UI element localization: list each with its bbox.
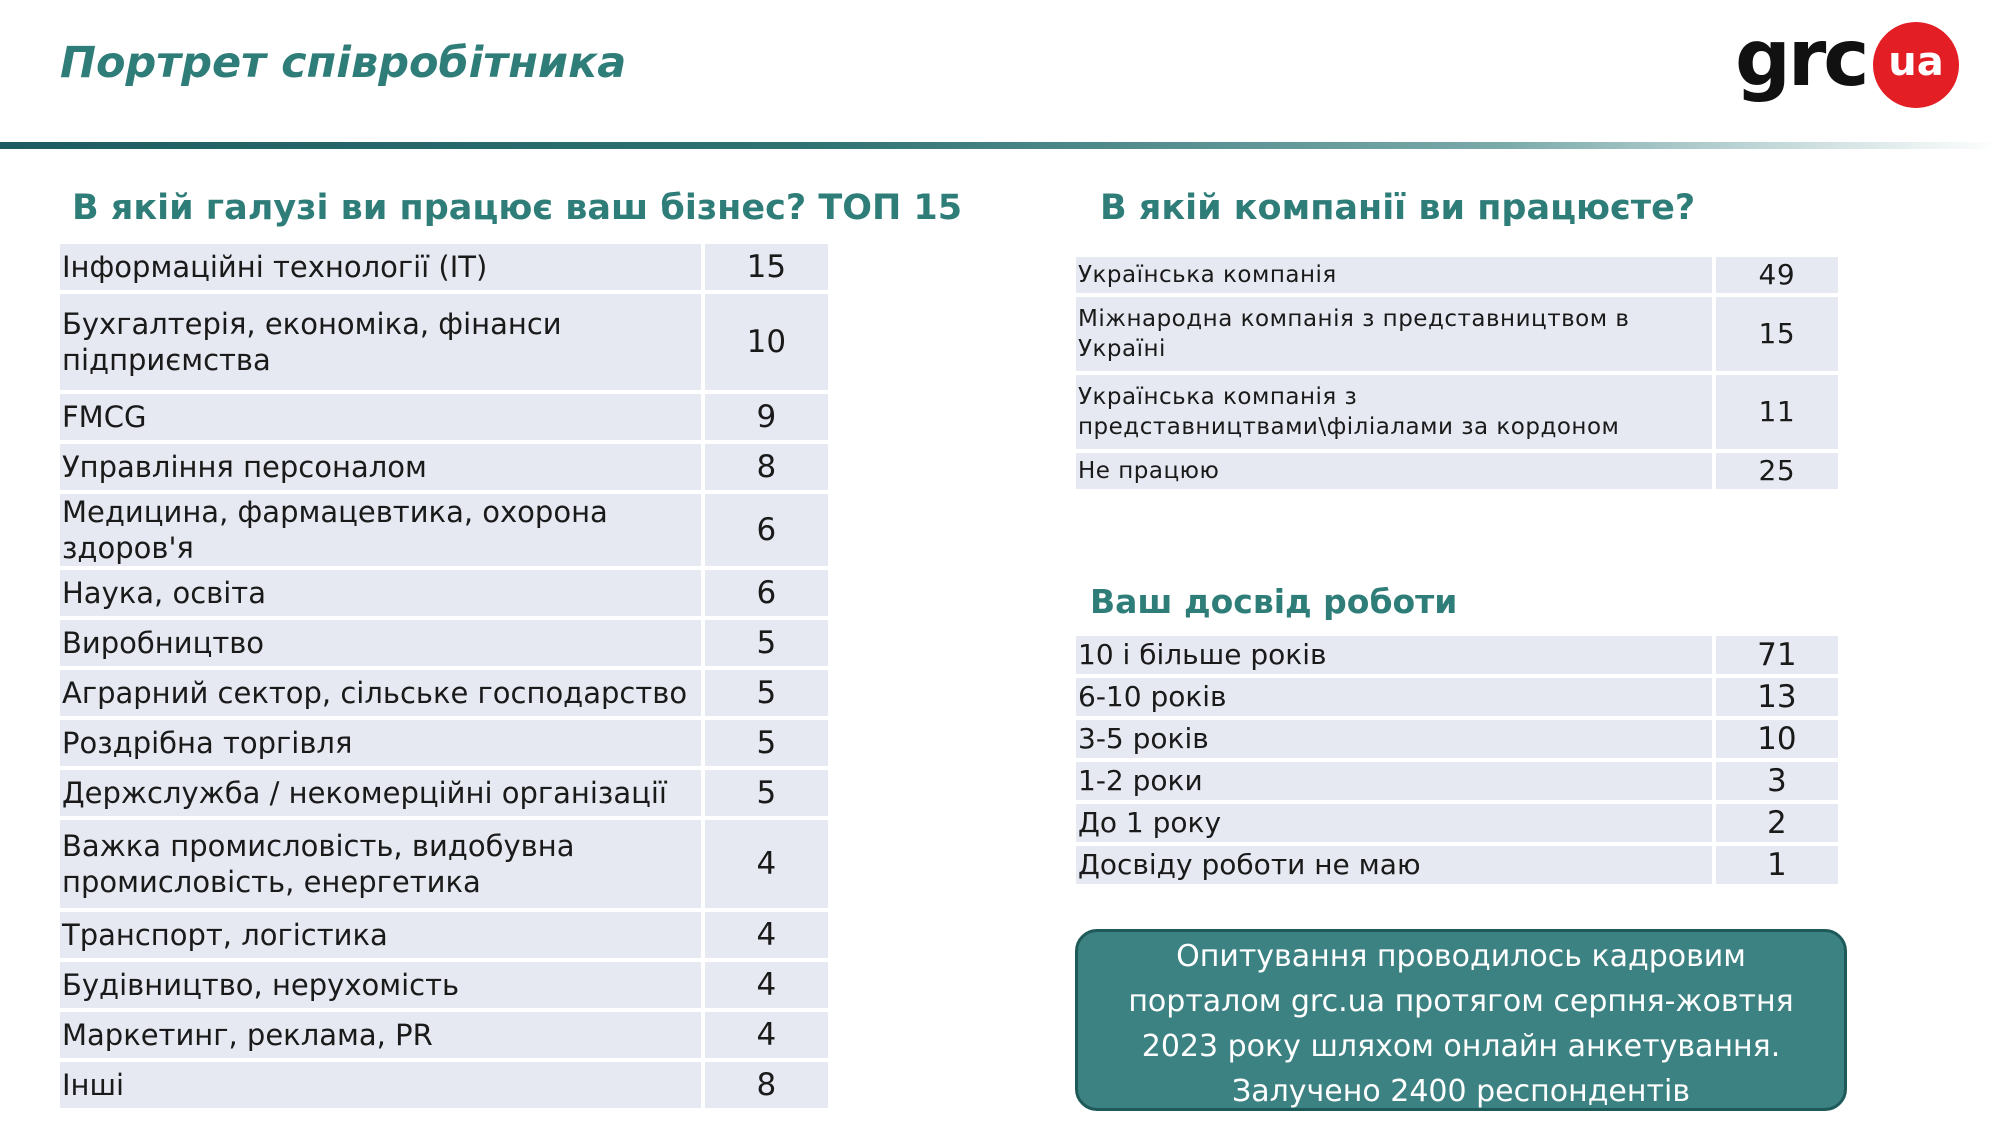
row-label: Українська компанія <box>1076 257 1712 293</box>
row-value: 5 <box>705 670 828 716</box>
table-row <box>1076 297 1838 371</box>
row-value: 8 <box>705 444 828 490</box>
row-value: 25 <box>1716 453 1838 489</box>
table-row <box>1076 846 1838 884</box>
logo-badge-text: ua <box>1888 39 1944 85</box>
row-label: Аграрний сектор, сільське господарство <box>60 670 701 716</box>
row-value: 9 <box>705 394 828 440</box>
note-line: Опитування проводилось кадровим <box>1176 939 1746 974</box>
row-label: Медицина, фармацевтика, охорона здоров'я <box>60 494 701 566</box>
table-row <box>60 494 828 566</box>
company-section-title: В якій компанії ви працюєте? <box>1100 188 1696 228</box>
row-label: 3-5 років <box>1076 720 1712 758</box>
table-row <box>60 962 828 1008</box>
row-label: 6-10 років <box>1076 678 1712 716</box>
row-value: 10 <box>1716 720 1838 758</box>
row-value: 6 <box>705 494 828 566</box>
industry-table <box>56 240 832 1112</box>
row-label: Інформаційні технології (IT) <box>60 244 701 290</box>
row-value: 10 <box>705 294 828 390</box>
row-value: 5 <box>705 770 828 816</box>
table-row <box>1076 762 1838 800</box>
table-row <box>60 244 828 290</box>
table-row <box>1076 720 1838 758</box>
logo-badge <box>1873 22 1959 108</box>
row-value: 13 <box>1716 678 1838 716</box>
table-row <box>60 720 828 766</box>
row-value: 3 <box>1716 762 1838 800</box>
row-value: 2 <box>1716 804 1838 842</box>
table-row <box>1076 453 1838 489</box>
table-row <box>60 1012 828 1058</box>
experience-section-title: Ваш досвід роботи <box>1090 582 1458 621</box>
row-label: Будівництво, нерухомість <box>60 962 701 1008</box>
row-label: Міжнародна компанія з представництвом в Україні <box>1076 297 1712 371</box>
row-label: До 1 року <box>1076 804 1712 842</box>
row-label: Не працюю <box>1076 453 1712 489</box>
table-row <box>1076 804 1838 842</box>
row-value: 5 <box>705 620 828 666</box>
row-label: Управління персоналом <box>60 444 701 490</box>
table-row <box>60 770 828 816</box>
row-label: Маркетинг, реклама, PR <box>60 1012 701 1058</box>
row-label: Українська компанія з представництвами\філіалами за кордоном <box>1076 375 1712 449</box>
table-row <box>1076 678 1838 716</box>
note-line: порталом grc.ua протягом серпня-жовтня <box>1128 984 1794 1019</box>
row-label: Наука, освіта <box>60 570 701 616</box>
row-label: Транспорт, логістика <box>60 912 701 958</box>
table-row <box>1076 375 1838 449</box>
row-value: 11 <box>1716 375 1838 449</box>
row-label: 10 і більше років <box>1076 636 1712 674</box>
row-value: 49 <box>1716 257 1838 293</box>
header-divider <box>0 142 2000 149</box>
row-label: Бухгалтерія, економіка, фінанси підприємства <box>60 294 701 390</box>
grc-ua-logo <box>1735 14 1960 114</box>
survey-note-box <box>1075 929 1847 1111</box>
table-row <box>60 670 828 716</box>
table-row <box>60 820 828 908</box>
row-value: 8 <box>705 1062 828 1108</box>
company-table <box>1072 253 1842 493</box>
table-row <box>1076 636 1838 674</box>
table-row <box>60 620 828 666</box>
row-label: Роздрібна торгівля <box>60 720 701 766</box>
row-value: 6 <box>705 570 828 616</box>
note-line: 2023 року шляхом онлайн анкетування. <box>1141 1029 1781 1064</box>
row-label: FMCG <box>60 394 701 440</box>
table-row <box>60 294 828 390</box>
table-row <box>60 1062 828 1108</box>
table-row <box>60 394 828 440</box>
row-label: 1-2 роки <box>1076 762 1712 800</box>
row-value: 1 <box>1716 846 1838 884</box>
row-value: 5 <box>705 720 828 766</box>
experience-table <box>1072 632 1842 888</box>
row-value: 71 <box>1716 636 1838 674</box>
row-value: 4 <box>705 962 828 1008</box>
row-label: Досвіду роботи не маю <box>1076 846 1712 884</box>
row-label: Важка промисловість, видобувна промисловість, енергетика <box>60 820 701 908</box>
row-value: 4 <box>705 820 828 908</box>
row-label: Держслужба / некомерційні організації <box>60 770 701 816</box>
industry-section-title: В якій галузі ви працює ваш бізнес? ТОП 15 <box>72 188 963 228</box>
row-label: Інші <box>60 1062 701 1108</box>
table-row <box>1076 257 1838 293</box>
row-value: 15 <box>1716 297 1838 371</box>
table-row <box>60 912 828 958</box>
row-label: Виробництво <box>60 620 701 666</box>
row-value: 4 <box>705 912 828 958</box>
page-title: Портрет співробітника <box>60 38 627 88</box>
row-value: 4 <box>705 1012 828 1058</box>
row-value: 15 <box>705 244 828 290</box>
logo-text: grc <box>1735 14 1867 104</box>
table-row <box>60 570 828 616</box>
note-line: Залучено 2400 респондентів <box>1232 1074 1690 1109</box>
table-row <box>60 444 828 490</box>
